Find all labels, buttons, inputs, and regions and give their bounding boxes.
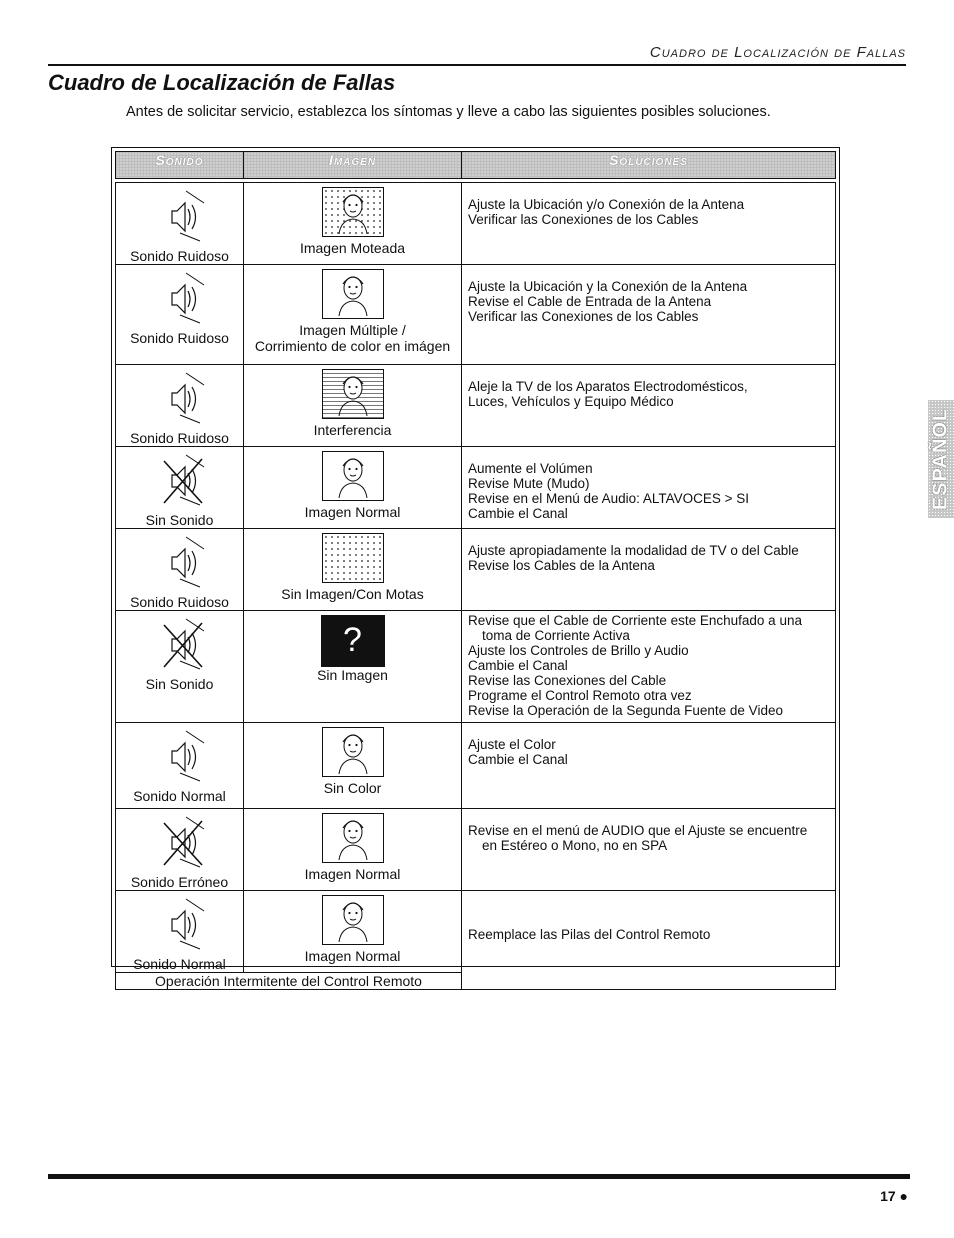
solution-line: Revise en el menú de AUDIO que el Ajuste se encuentre xyxy=(468,823,808,838)
image-cell xyxy=(244,611,462,723)
image-label: Imagen Normal xyxy=(304,504,401,520)
column-header-solutions: Soluciones xyxy=(462,152,836,179)
speaker-icon xyxy=(150,729,210,788)
sound-cell xyxy=(116,723,244,809)
solutions-cell xyxy=(462,809,836,891)
sound-label: Sonido Ruidoso xyxy=(130,248,229,264)
column-header-image: Imagen xyxy=(244,152,462,179)
solution-line: Programe el Control Remoto otra vez xyxy=(468,688,692,703)
image-label: Imagen Moteada xyxy=(299,240,406,256)
table-row xyxy=(116,365,836,447)
language-tab-label: ESPAÑOL xyxy=(929,407,952,511)
solution-line: Ajuste los Controles de Brillo y Audio xyxy=(468,643,689,658)
solution-line: Cambie el Canal xyxy=(468,506,568,521)
image-cell xyxy=(244,265,462,365)
speaker-muted-icon xyxy=(150,617,210,676)
table-row xyxy=(116,265,836,365)
sound-cell xyxy=(116,265,244,365)
troubleshooting-grid xyxy=(115,151,836,990)
table-row xyxy=(116,891,836,973)
column-header-sound: Sonido xyxy=(116,152,244,179)
tv-ghost-icon xyxy=(322,269,384,319)
sound-cell xyxy=(116,891,244,973)
solution-line: Revise en el Menú de Audio: ALTAVOCES > SI xyxy=(468,491,750,506)
image-cell xyxy=(244,447,462,529)
tv-question-icon xyxy=(321,615,385,667)
image-label: Imagen Normal xyxy=(304,948,401,964)
solutions-cell xyxy=(462,723,836,809)
tv-dots-icon xyxy=(322,187,384,237)
sound-label: Sonido Ruidoso xyxy=(130,430,229,446)
speaker-icon xyxy=(150,271,210,330)
image-cell xyxy=(244,183,462,265)
table-row xyxy=(116,809,836,891)
page-number: 17 ● xyxy=(880,1188,908,1204)
solution-line: toma de Corriente Activa xyxy=(482,628,630,643)
speaker-icon xyxy=(150,535,210,594)
image-label: Interferencia xyxy=(313,422,392,438)
sound-label: Sonido Normal xyxy=(133,956,226,972)
table-body xyxy=(116,179,836,990)
question-mark: ? xyxy=(343,621,362,659)
footer-rule xyxy=(48,1174,910,1179)
troubleshooting-table xyxy=(111,147,840,989)
solution-line: Ajuste el Color xyxy=(468,737,556,752)
image-label: Sin Imagen xyxy=(317,667,388,683)
sound-cell xyxy=(116,611,244,723)
sound-label: Sin Sonido xyxy=(145,676,214,692)
sound-label: Sonido Ruidoso xyxy=(130,594,229,610)
solutions-cell xyxy=(462,529,836,611)
solutions-cell xyxy=(462,611,836,723)
sound-label: Sonido Normal xyxy=(133,788,226,804)
sound-cell xyxy=(116,809,244,891)
intro-text: Antes de solicitar servicio, establezca los síntomas y lleve a cabo las siguientes posibles soluciones. xyxy=(126,104,771,120)
tv-lines-icon xyxy=(322,369,384,419)
sound-cell xyxy=(116,183,244,265)
solution-line: Revise Mute (Mudo) xyxy=(468,476,590,491)
tv-face-icon xyxy=(322,727,384,777)
solution-line: Ajuste apropiadamente la modalidad de TV o del Cable xyxy=(468,543,799,558)
table-row xyxy=(116,611,836,723)
image-label: Sin Color xyxy=(323,780,382,796)
running-head: Cuadro de Localización de Fallas xyxy=(649,44,906,61)
header-rule xyxy=(48,64,906,66)
speaker-icon xyxy=(150,897,210,956)
solution-line: Ajuste la Ubicación y/o Conexión de la Antena xyxy=(468,197,745,212)
image-cell xyxy=(244,529,462,611)
image-label-2: Corrimiento de color en imágen xyxy=(254,338,451,354)
sound-label: Sonido Erróneo xyxy=(130,874,229,890)
tv-face-icon xyxy=(322,813,384,863)
image-cell xyxy=(244,891,462,973)
language-tab xyxy=(928,400,954,518)
image-label: Sin Imagen/Con Motas xyxy=(281,586,424,602)
solution-line: en Estéreo o Mono, no en SPA xyxy=(482,838,668,853)
solution-line: Ajuste la Ubicación y la Conexión de la Antena xyxy=(468,279,748,294)
solution-line: Revise que el Cable de Corriente este Enchufado a una xyxy=(468,613,802,628)
solution-line: Revise la Operación de la Segunda Fuente de Video xyxy=(468,703,783,718)
solution-line: Cambie el Canal xyxy=(468,658,568,673)
sound-cell xyxy=(116,365,244,447)
table-header-row xyxy=(116,152,836,179)
table-row xyxy=(116,183,836,265)
solutions-cell xyxy=(462,365,836,447)
solution-line: Luces, Vehículos y Equipo Médico xyxy=(468,394,674,409)
solution-line: Aumente el Volúmen xyxy=(468,461,593,476)
sound-cell xyxy=(116,447,244,529)
sound-cell xyxy=(116,529,244,611)
image-cell xyxy=(244,723,462,809)
solutions-cell xyxy=(462,891,836,990)
speaker-icon xyxy=(150,371,210,430)
table-row xyxy=(116,529,836,611)
tv-face-icon xyxy=(322,895,384,945)
page-title: Cuadro de Localización de Fallas xyxy=(48,70,396,95)
sound-label: Sin Sonido xyxy=(145,512,214,528)
table-row xyxy=(116,723,836,809)
solution-line: Revise las Conexiones del Cable xyxy=(468,673,667,688)
span-label-cell: Operación Intermitente del Control Remoto xyxy=(116,973,462,990)
tv-dots-icon xyxy=(322,533,384,583)
image-label: Imagen Múltiple / xyxy=(299,322,406,338)
solution-line: Revise el Cable de Entrada de la Antena xyxy=(468,294,712,309)
image-cell xyxy=(244,809,462,891)
solutions-cell xyxy=(462,183,836,265)
solutions-cell xyxy=(462,265,836,365)
table-row xyxy=(116,447,836,529)
solution-line: Verificar las Conexiones de los Cables xyxy=(468,212,699,227)
tv-face-icon xyxy=(322,451,384,501)
solution-line: Aleje la TV de los Aparatos Electrodomésticos, xyxy=(468,379,748,394)
speaker-muted-icon xyxy=(150,453,210,512)
solution-line: Revise los Cables de la Antena xyxy=(468,558,655,573)
sound-label: Sonido Ruidoso xyxy=(130,330,229,346)
speaker-muted-icon xyxy=(150,815,210,874)
solutions-cell xyxy=(462,447,836,529)
image-cell xyxy=(244,365,462,447)
solution-line: Reemplace las Pilas del Control Remoto xyxy=(468,927,711,942)
solution-line: Cambie el Canal xyxy=(468,752,568,767)
image-label: Imagen Normal xyxy=(304,866,401,882)
solution-line: Verificar las Conexiones de los Cables xyxy=(468,309,699,324)
speaker-icon xyxy=(150,189,210,248)
